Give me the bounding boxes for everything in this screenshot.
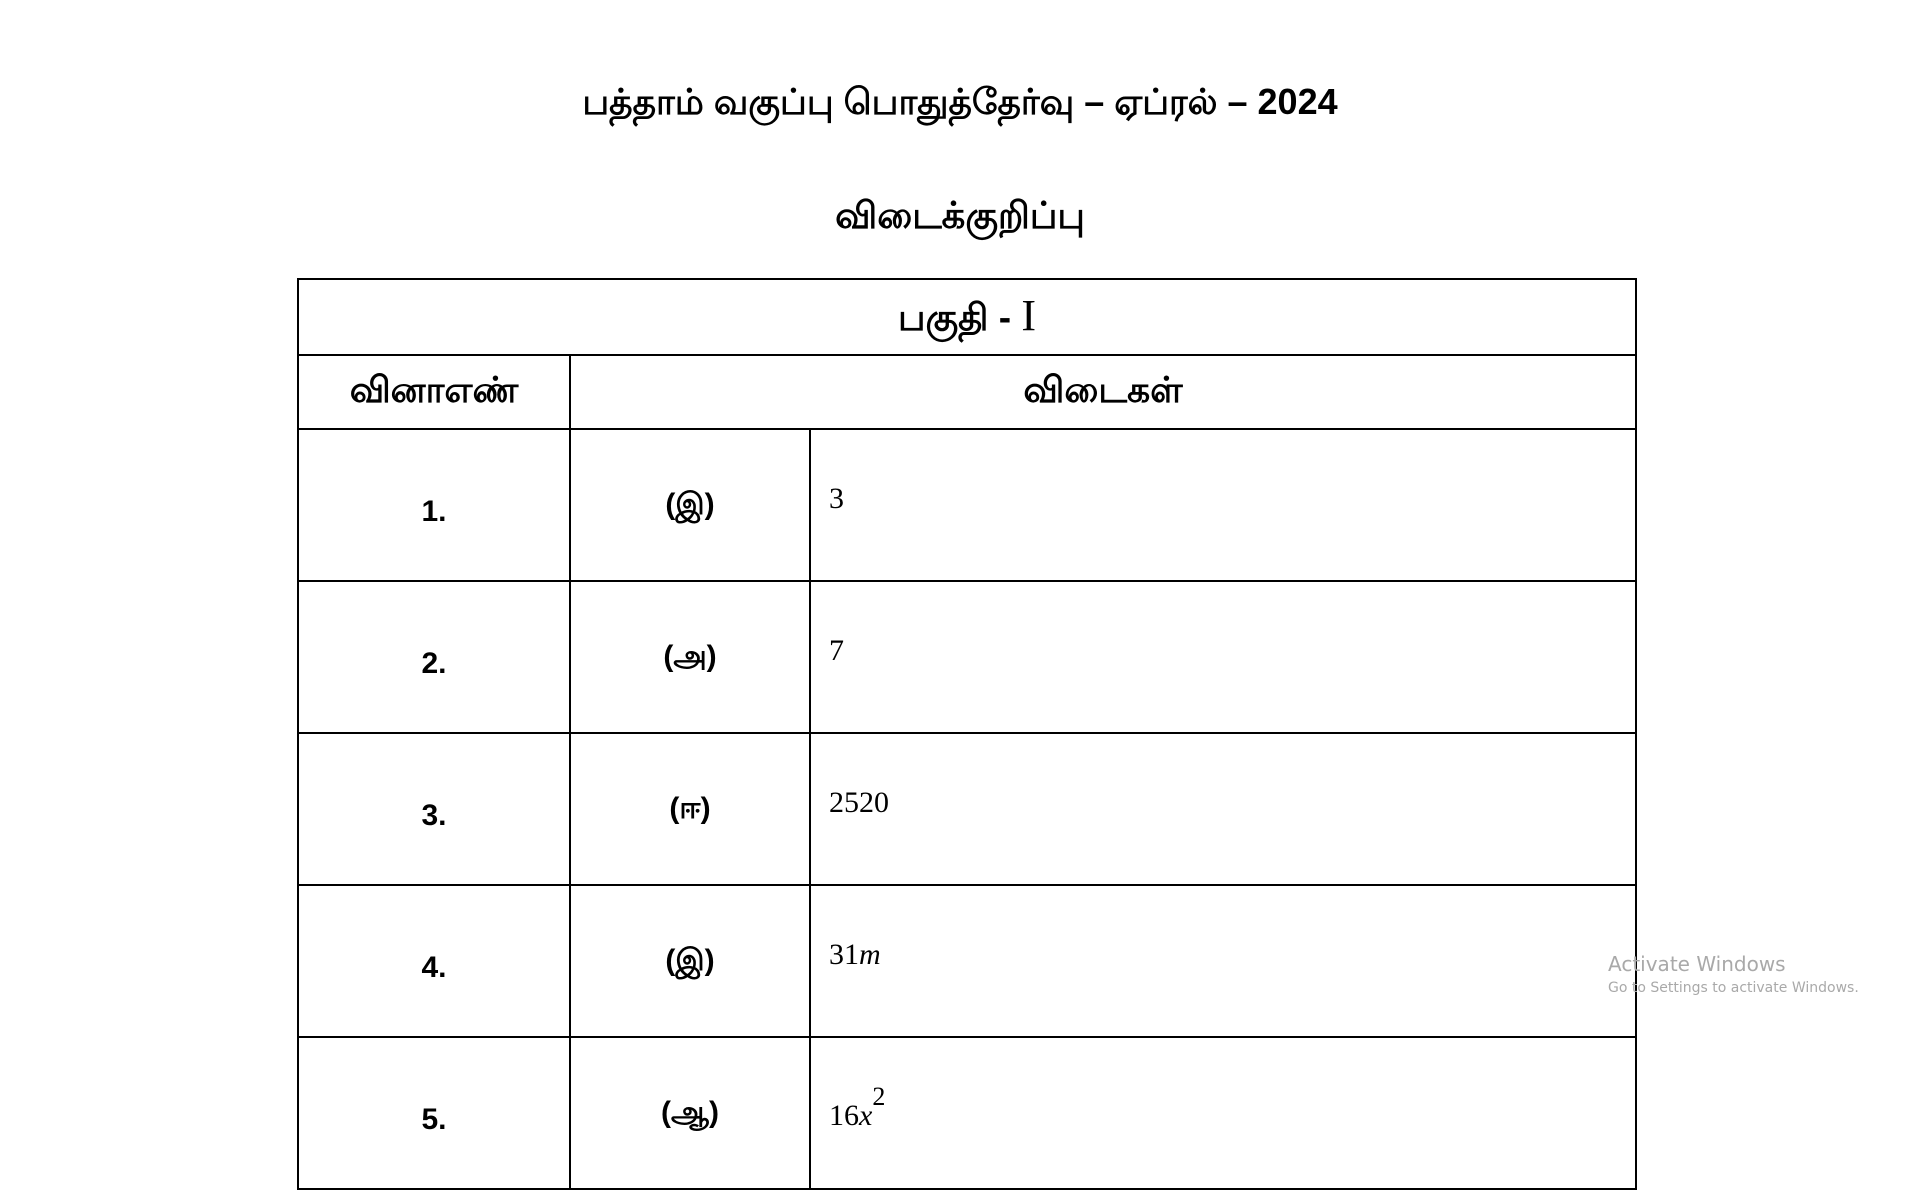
answer-value: 7 <box>810 581 1636 733</box>
answer-option: (ஈ) <box>570 733 810 885</box>
watermark-title: Activate Windows <box>1608 952 1786 976</box>
answer-option: (அ) <box>570 581 810 733</box>
column-header-answers: விடைகள் <box>570 355 1636 429</box>
question-number: 1. <box>298 429 570 581</box>
answer-coefficient: 31 <box>829 938 859 971</box>
answer-value <box>810 1037 1636 1189</box>
answer-option: (இ) <box>570 429 810 581</box>
answer-variable: x <box>859 1098 873 1132</box>
table-row <box>298 581 1636 733</box>
answer-coefficient: 16 <box>829 1098 859 1132</box>
answer-option: (இ) <box>570 885 810 1037</box>
question-number: 3. <box>298 733 570 885</box>
question-number: 5. <box>298 1037 570 1189</box>
part-heading <box>298 279 1636 355</box>
answer-variable: m <box>859 938 881 971</box>
table-row <box>298 1037 1636 1189</box>
exam-title: பத்தாம் வகுப்பு பொதுத்தேர்வு – ஏப்ரல் – 2024 <box>582 81 1338 122</box>
part-label: பகுதி - <box>897 297 1012 338</box>
table-row <box>298 733 1636 885</box>
question-number: 2. <box>298 581 570 733</box>
question-number: 4. <box>298 885 570 1037</box>
answer-key-title: விடைக்குறிப்பு <box>835 195 1085 236</box>
watermark-subtitle: Go to Settings to activate Windows. <box>1608 980 1859 996</box>
table-row <box>298 429 1636 581</box>
column-header-row <box>298 355 1636 429</box>
activate-windows-watermark <box>1608 952 1859 998</box>
answer-value: 3 <box>810 429 1636 581</box>
answer-value <box>810 885 1636 1037</box>
answer-key-table <box>297 278 1637 1190</box>
answer-value: 2520 <box>810 733 1636 885</box>
answer-exponent: 2 <box>872 1081 886 1111</box>
table-row <box>298 885 1636 1037</box>
answer-option: (ஆ) <box>570 1037 810 1189</box>
part-header-row <box>298 279 1636 355</box>
column-header-question-no: வினாஎண் <box>298 355 570 429</box>
part-number: I <box>1021 291 1037 340</box>
